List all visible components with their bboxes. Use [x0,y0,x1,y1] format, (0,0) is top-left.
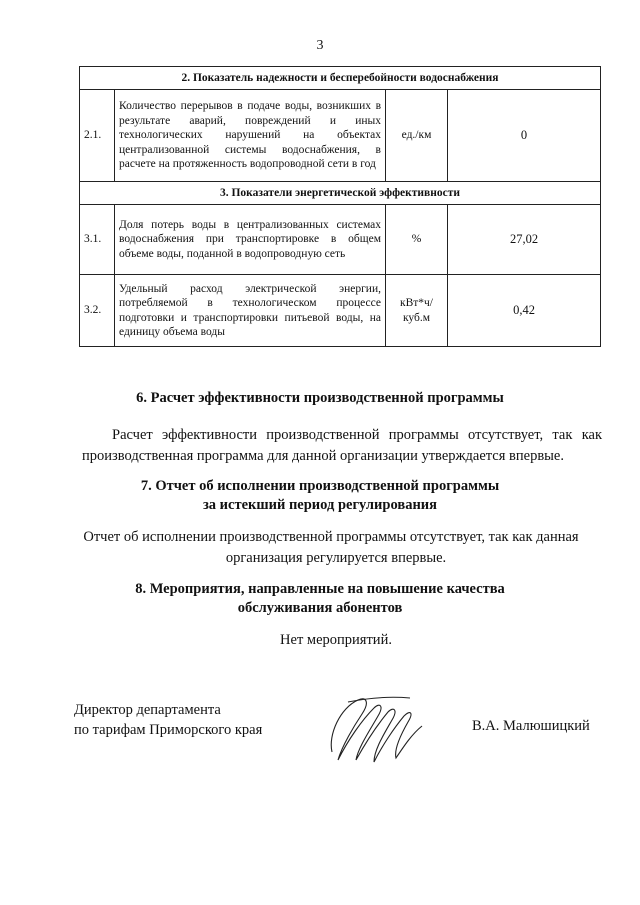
signature-position-line2: по тарифам Приморского края [74,722,263,738]
section8-heading-line2: обслуживания абонентов [237,600,403,616]
row-number: 3.2. [80,275,115,347]
signature-position [74,700,262,740]
section6-text: Расчет эффективности производственной программы отсутствует, так как производственная программа для данной организации утверждается впервые. [82,427,602,464]
section3-title: 3. Показатели энергетической эффективности [80,182,601,205]
section8-text: Нет мероприятий. [280,632,392,648]
row-value: 0,42 [448,275,601,347]
row-number: 3.1. [80,205,115,275]
table-row [80,90,601,182]
table-section-row [80,67,601,90]
signatory-name: В.А. Малюшицкий [472,718,590,734]
row-description: Удельный расход электрической энергии, потребляемой в технологическом процессе подготовки и транспортировки питьевой воды, на единицу объема воды [115,275,386,347]
section7-text-line2: организация регулируется впервые. [225,550,447,566]
row-description: Доля потерь воды в централизованных системах водоснабжения при транспортировке в общем объеме воды, поданной в водопроводную сеть [115,205,386,275]
row-unit: кВт*ч/ куб.м [386,275,448,347]
row-value: 27,02 [448,205,601,275]
handwritten-signature [318,690,428,770]
row-value: 0 [448,90,601,182]
section7-heading-line1: 7. Отчет об исполнении производственной программы [140,478,500,494]
section2-title: 2. Показатель надежности и бесперебойности водоснабжения [80,67,601,90]
table-row [80,275,601,347]
table-row [80,205,601,275]
section7-text-line1: Отчет об исполнении производственной программы отсутствует, так как данная [83,529,579,545]
indicators-table [79,66,601,347]
row-description: Количество перерывов в подаче воды, возникших в результате аварий, повреждений и иных технологических нарушений на объектах централизованной системы водоснабжения, в расчете на протяженность водопроводной сети в год [115,90,386,182]
section7-heading-line2: за истекший период регулирования [202,497,438,513]
row-unit: ед./км [386,90,448,182]
row-number: 2.1. [80,90,115,182]
page-number: 3 [316,38,324,53]
row-unit: % [386,205,448,275]
section6-heading: 6. Расчет эффективности производственной программы [136,390,504,406]
section8-heading-line1: 8. Мероприятия, направленные на повышение качества [135,581,505,597]
table-section-row [80,182,601,205]
signature-position-line1: Директор департамента [74,702,221,718]
